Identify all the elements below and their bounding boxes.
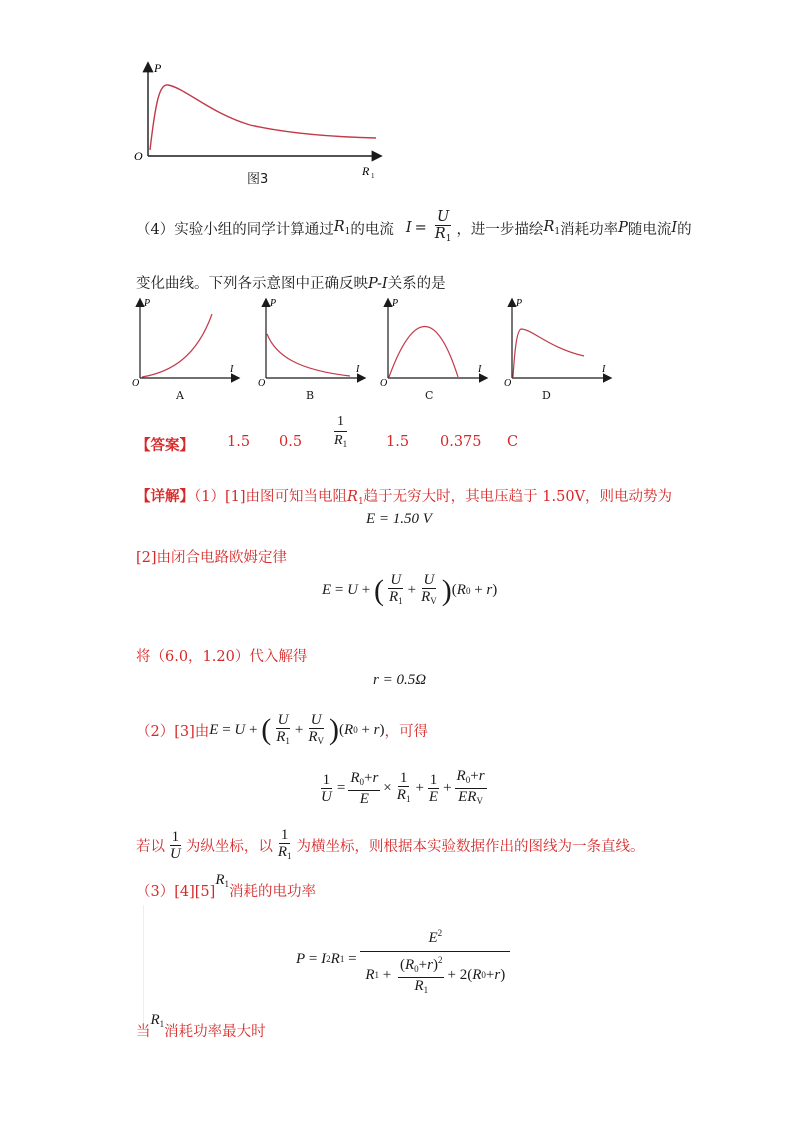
option-b-p: P (270, 298, 277, 309)
fig3-caption: 图3 (247, 172, 269, 187)
answer-v1: 1.5 (227, 434, 251, 450)
option-d-o: O (504, 378, 512, 386)
detail-p3: 将（6.0，1.20）代入解得 (136, 649, 308, 665)
option-d-p: P (516, 298, 523, 309)
eq-linear: $\frac{1}{U}$ = $\frac{R_0+r}{E}$ × $\frac{1}{R_1}$ + $\frac{1}{E}$ + $\frac{R_0+r}{ER_V}$ (321, 768, 485, 807)
option-a-graph (132, 296, 242, 386)
option-d-graph (504, 296, 614, 386)
answer-tag: 【答案】 (136, 437, 194, 454)
option-c-i: I (478, 364, 482, 375)
q4-formula-frac: $\frac{U}{R_1}$ (434, 209, 452, 244)
option-d-i: I (602, 364, 606, 375)
q4-p-var: P (618, 220, 628, 236)
fig3-p-label: P (154, 61, 162, 75)
detail-p4: （2）[3]由 E = U + ( $\frac{U}{R_1}$ + $\frac{U}{R_V}$ ) ( R 0 + r ) ，可得 (136, 705, 428, 755)
option-a-o: O (132, 378, 140, 386)
detail-p6: （3）[4][5] $R_1$ 消耗的电功率 (136, 872, 316, 900)
fig3-x-label: R (362, 164, 370, 178)
q4-formula: I = $\frac{U}{R_1}$ (406, 209, 457, 247)
option-c-o: O (380, 378, 388, 386)
option-b-graph (258, 296, 368, 386)
fig3-x-sub: 1 (371, 172, 375, 180)
detail-p7: 当 $R_1$ 消耗功率最大时 (136, 1012, 266, 1040)
answer-v6: C (507, 434, 519, 450)
option-a-label[interactable]: A (176, 389, 184, 402)
eq-ohm-law: E = U + ( $\frac{U}{R_1}$ + $\frac{U}{R_V}$ ) ( R 0 + r ) (322, 572, 498, 607)
answer-v4: 1.5 (386, 434, 410, 450)
option-c-label[interactable]: C (425, 389, 434, 402)
detail-p1: 【详解】（1）[1]由图可知当电阻$R_1$趋于无穷大时，其电压趋于 1.50V，则电动势为 (136, 488, 673, 507)
detail-p2: [2]由闭合电路欧姆定律 (136, 550, 288, 566)
option-b-label[interactable]: B (306, 389, 315, 402)
q4-end: 的 (677, 221, 692, 238)
option-d-label[interactable]: D (542, 389, 551, 402)
option-c-graph (380, 296, 490, 386)
q4-pi-var: P-I (368, 276, 388, 292)
q4-comma-text: ，进一步描绘 (456, 221, 544, 238)
option-b-curve (267, 334, 350, 376)
q4-r1: $R_1$ (333, 219, 351, 237)
detail-tag: 【详解】 (136, 488, 194, 505)
option-a-i: I (230, 364, 234, 375)
option-b-i: I (356, 364, 360, 375)
margin-rule (143, 905, 144, 1025)
option-c-curve (389, 327, 458, 378)
q4-line2: 变化曲线。下列各示意图中正确反映P-I关系的是 (136, 276, 446, 292)
q4-prefix: （4）实验小组的同学计算通过 (136, 221, 334, 238)
option-a-p: P (144, 298, 151, 309)
q4-mid1: 的电流 (350, 221, 394, 238)
option-c-p: P (392, 298, 399, 309)
q4-r1b: $R_1$ (543, 219, 561, 237)
eq-power: P = I 2 R 1 = $E^2$ R 1 + $\frac{(R_0+r)^2}{R_1}$ + 2( R 0 + r ) (296, 920, 510, 998)
answer-v3: 1 $R_1$ (334, 414, 348, 449)
fig3-o-label: O (134, 149, 143, 163)
eq-emf: E = 1.50 V (366, 511, 432, 527)
q4-line1 (136, 208, 692, 248)
q4-i-var: I (671, 220, 678, 236)
answer-v2: 0.5 (279, 434, 303, 450)
eq-r: r = 0.5Ω (373, 672, 427, 688)
power-curve (150, 85, 376, 150)
answer-v5: 0.375 (440, 434, 482, 450)
q4-mid3: 随电流 (627, 221, 672, 238)
q4-mid2: 消耗功率 (560, 221, 619, 238)
option-a-curve (142, 314, 212, 377)
detail-p5: 若以 $\frac{1}{U}$ 为纵坐标，以 $\frac{1}{R_1}$ 为横坐标，则根据本实验数据作出的图线为一条直线。 (136, 826, 645, 862)
option-d-curve (513, 329, 584, 377)
option-b-o: O (258, 378, 266, 386)
eq-ohm-law-inline: E = U + ( $\frac{U}{R_1}$ + $\frac{U}{R_V}$ ) ( R 0 + r ) (209, 711, 385, 746)
